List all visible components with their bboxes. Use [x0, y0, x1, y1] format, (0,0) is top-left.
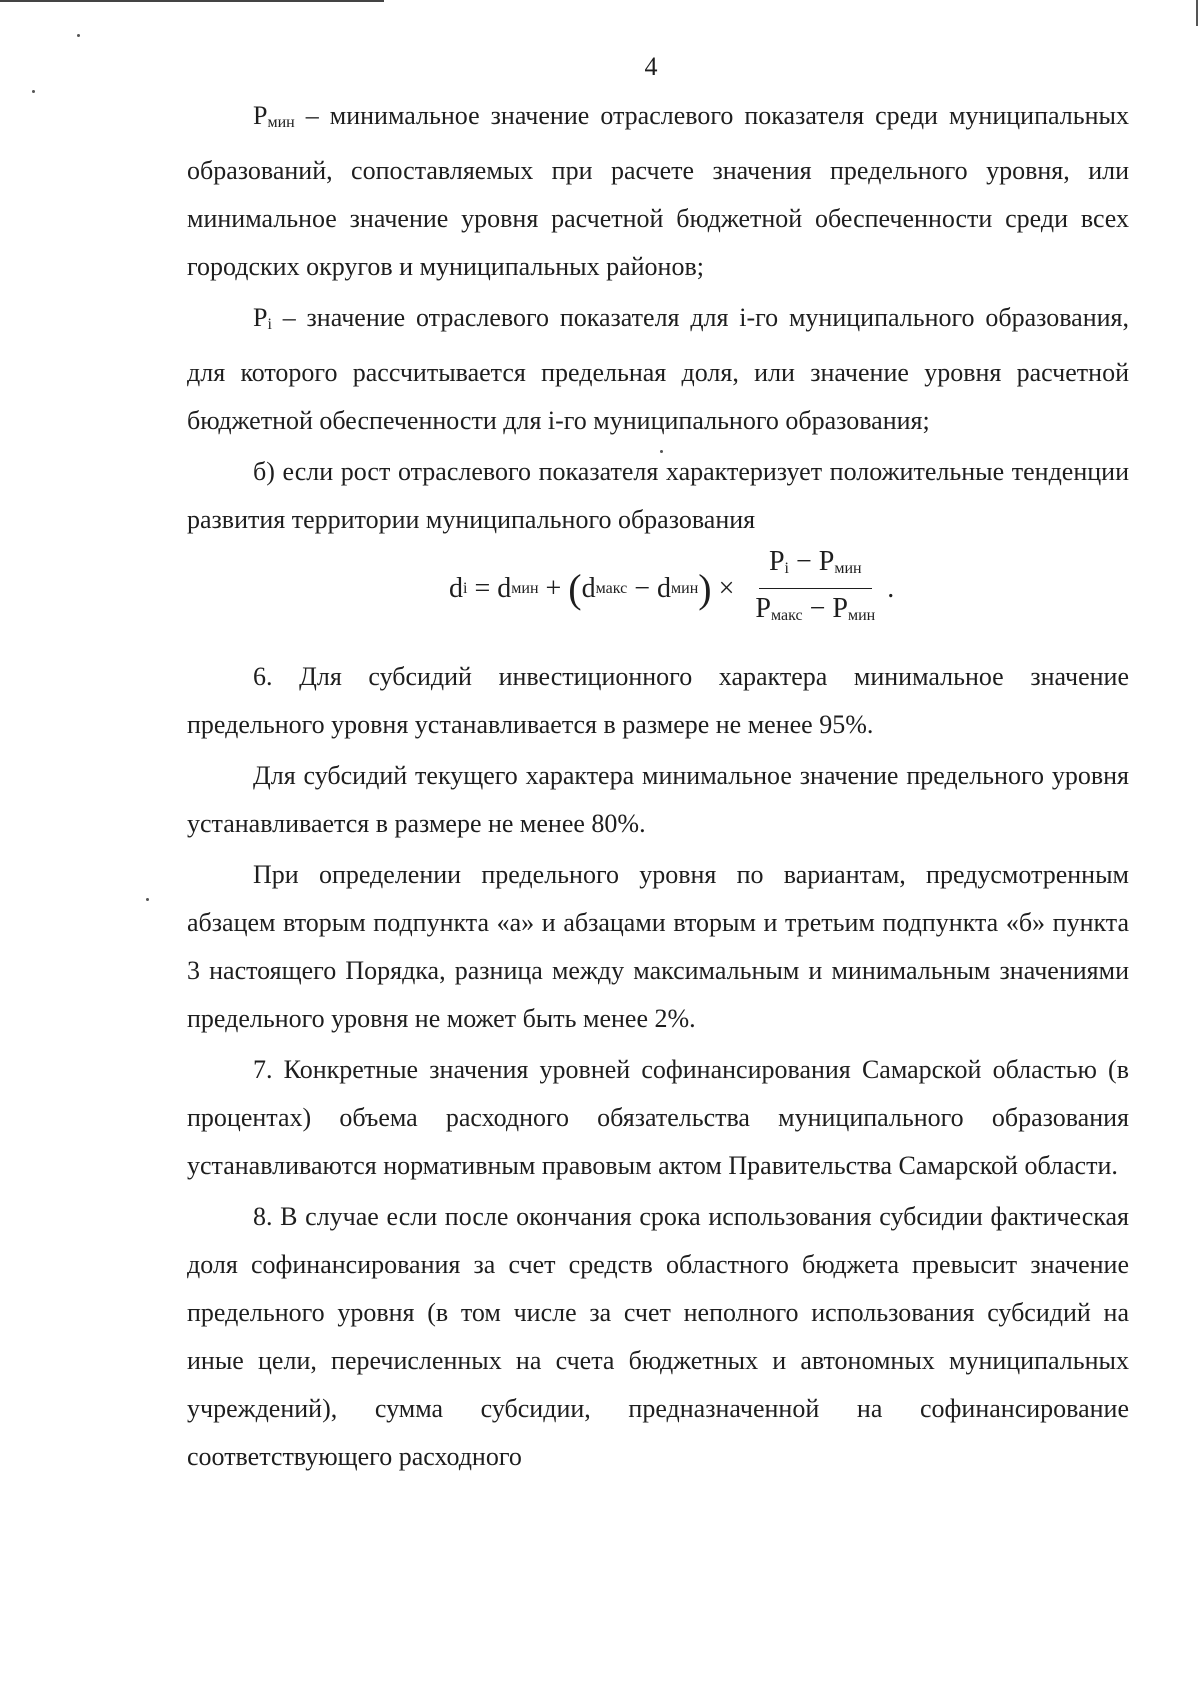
formula-p: P	[818, 545, 835, 577]
formula	[187, 547, 1129, 631]
formula-plus: +	[538, 573, 569, 604]
formula-end: .	[887, 573, 895, 604]
section-6-paragraph-1: 6. Для субсидий инвестиционного характера минимальное значение предельного уровня устанавливается в размере не менее 95%.	[187, 662, 1129, 739]
formula-expression	[449, 547, 894, 631]
formula-d: d	[497, 573, 512, 604]
symbol: P	[253, 101, 268, 130]
formula-p: P	[768, 545, 785, 577]
formula-d: d	[581, 573, 596, 604]
symbol: P	[253, 303, 268, 332]
section-8-paragraph: 8. В случае если после окончания срока использования субсидии фактическая доля софинансирования за счет средств областного бюджета превысит значение предельного уровня (в том числе за счет неполного использования субсидий на иные цели, перечисленных на счета бюджетных и автономных муниципальных учреждений), сумма субсидии, предназначенной на софинансирование соответствующего расходного	[187, 1202, 1129, 1471]
scan-speck	[32, 90, 35, 93]
scan-edge-top	[0, 0, 384, 2]
fraction-numerator	[759, 545, 872, 589]
symbol-subscript: мин	[267, 114, 295, 131]
formula-equals: =	[467, 573, 498, 604]
page-number: 4	[644, 52, 658, 81]
formula-d: d	[449, 573, 463, 604]
section-6-paragraph-3: При определении предельного уровня по вариантам, предусмотренным абзацем вторым подпункта «а» и абзацами вторым и третьим подпункта «б» пункта 3 настоящего Порядка, разница между максимальным и минимальным значениями предельного уровня не может быть менее 2%.	[187, 860, 1129, 1033]
formula-fraction	[745, 545, 885, 634]
formula-sub-min: мин	[847, 606, 876, 624]
symbol-subscript: i	[267, 316, 272, 333]
formula-sub-i: i	[463, 580, 468, 597]
formula-sub-i: i	[784, 559, 789, 577]
fraction-denominator	[745, 589, 885, 634]
formula-minus: −	[627, 573, 658, 604]
formula-times: ×	[711, 573, 742, 604]
section-7-paragraph: 7. Конкретные значения уровней софинансирования Самарской областью (в процентах) объема расходного обязательства муниципального образования устанавливаются нормативным правовым актом Правительства Самарской области.	[187, 1055, 1129, 1180]
formula-d: d	[657, 573, 672, 604]
scan-edge-right	[1196, 0, 1198, 26]
formula-sub-min: мин	[671, 580, 699, 597]
formula-sub-min: мин	[511, 580, 539, 597]
definition-p-i	[187, 294, 1129, 445]
scan-speck	[77, 34, 80, 37]
formula-minus: −	[802, 592, 833, 624]
formula-sub-min: мин	[834, 559, 862, 577]
formula-p: P	[755, 592, 771, 624]
definition-text: – значение отраслевого показателя для i-го муниципального образования, для которого рассчитывается предельная доля, или значение уровня расчетной бюджетной обеспеченности для i-го муниципального образования;	[187, 303, 1129, 435]
scan-speck	[146, 898, 149, 901]
definition-p-min	[187, 92, 1129, 291]
subpoint-b: б) если рост отраслевого показателя характеризует положительные тенденции развития территории муниципального образования	[187, 457, 1129, 534]
formula-minus: −	[788, 545, 819, 577]
definition-text: – минимальное значение отраслевого показателя среди муниципальных образований, сопоставляемых при расчете значения предельного уровня, или минимальное значение уровня расчетной бюджетной обеспеченности среди всех городских округов и муниципальных районов;	[187, 101, 1129, 281]
formula-rparen: )	[698, 566, 712, 611]
formula-p: P	[832, 592, 848, 624]
document-body	[187, 92, 1129, 1484]
section-6-paragraph-2: Для субсидий текущего характера минимальное значение предельного уровня устанавливается в размере не менее 80%.	[187, 761, 1129, 838]
formula-lparen: (	[568, 566, 582, 611]
formula-sub-max: макс	[770, 606, 803, 624]
formula-sub-max: макс	[595, 580, 628, 597]
